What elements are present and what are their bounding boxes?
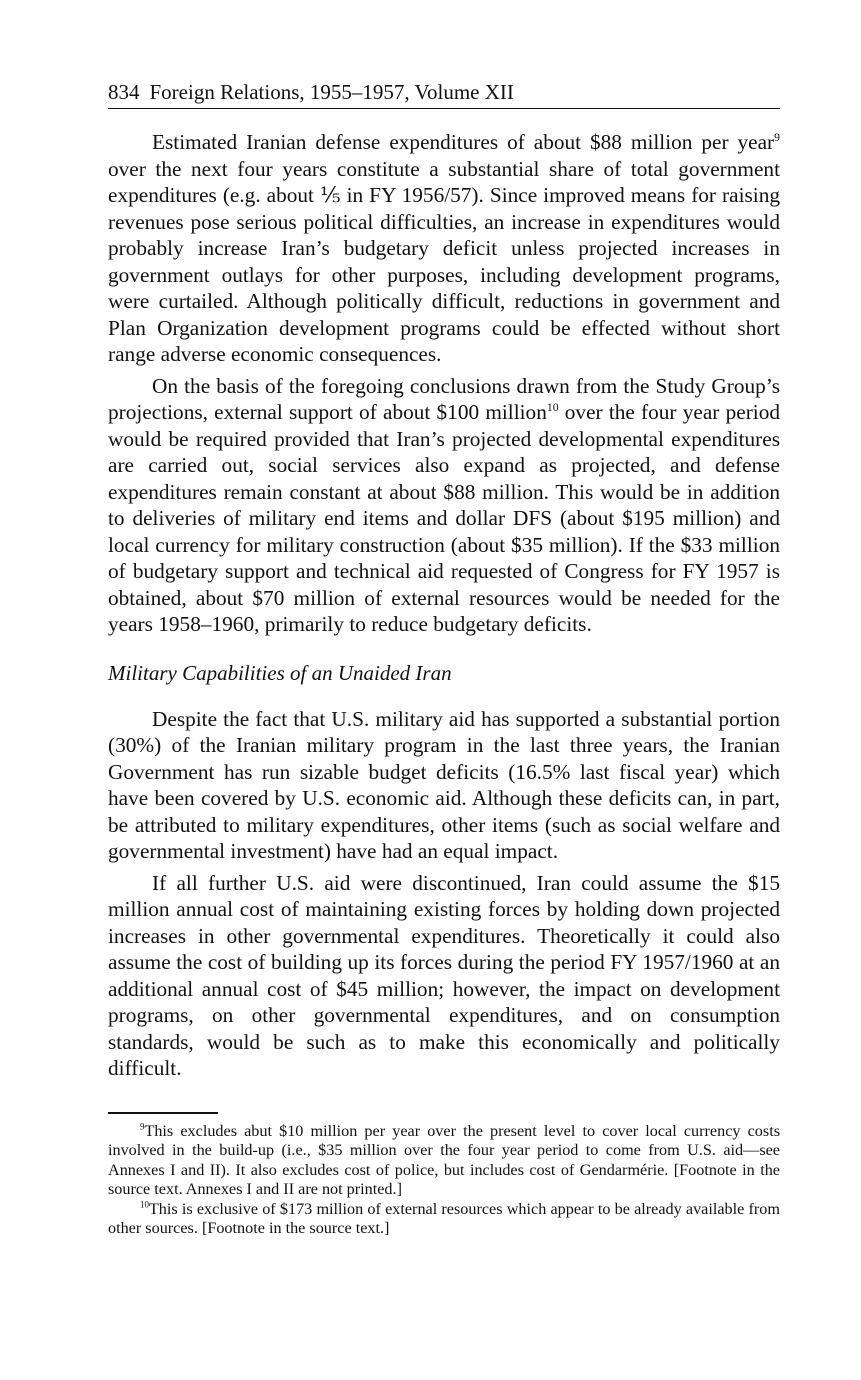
paragraph-2-text-a: On the basis of the foregoing conclusions drawn from the Study Group’s projections, external support of about $100 million: [108, 373, 780, 424]
footnotes: [108, 1122, 780, 1240]
volume-title: Foreign Relations, 1955–1957, Volume XII: [149, 80, 514, 104]
footnote-9-number: 9: [140, 1121, 145, 1132]
footnote-9: [108, 1122, 780, 1200]
paragraph-1-text-a: Estimated Iranian defense expenditures of about $88 million per year: [152, 130, 775, 154]
page-number: 834: [108, 80, 140, 104]
footnote-10: [108, 1200, 780, 1239]
body-text: [108, 129, 780, 1082]
paragraph-4: If all further U.S. aid were discontinued, Iran could assume the $15 million annual cost of maintaining existing forces by holding down projected increases in other governmental expenditures. Theoretically it could also assume the cost of building up its forces during the period FY 1957/1960 at an additional annual cost of $45 million; however, the impact on development programs, on other governmental expenditures, and on consumption standards, would be such as to make this economically and politically difficult.: [108, 870, 780, 1080]
footnote-9-text: This excludes abut $10 million per year over the present level to cover local currency costs involved in the build-up (i.e., $35 million over the four year period to come from U.S. aid—see Annexes I and II). It also excludes cost of police, but includes cost of Gendarmérie. [Footnote in the source text. Annexes I and II are not printed.]: [108, 1121, 780, 1199]
footnote-divider: [108, 1112, 218, 1114]
section-heading: Military Capabilities of an Unaided Iran: [108, 660, 452, 685]
paragraph-1: [108, 129, 780, 368]
footnote-10-text: This is exclusive of $173 million of external resources which appear to be already available from other sources. [Footnote in the source text.]: [108, 1199, 780, 1238]
paragraph-1-text-b: over the next four years constitute a substantial share of total government expenditures (e.g. about ⅕ in FY 1956/57). Since improved means for raising revenues pose serious political difficulties, an increase in expenditures would probably increase Iran’s budgetary deficit unless projected increases in government outlays for other purposes, including development programs, were curtailed. Although politically difficult, reductions in government and Plan Organization development programs could be effected without short range adverse economic consequences.: [108, 156, 780, 366]
paragraph-3: Despite the fact that U.S. military aid has supported a substantial portion (30%) of the Iranian military program in the last three years, the Iranian Government has run sizable budget deficits (16.5% last fiscal year) which have been covered by U.S. economic aid. Although these deficits can, in part, be attributed to military expenditures, other items (such as social welfare and governmental investment) have had an equal impact.: [108, 706, 780, 863]
running-header: [108, 78, 780, 109]
footnote-ref-9: 9: [774, 130, 780, 144]
document-page: [108, 78, 780, 1239]
footnote-10-number: 10: [140, 1199, 149, 1210]
paragraph-2: [108, 373, 780, 638]
footnote-ref-10: 10: [546, 400, 559, 414]
paragraph-2-text-b: over the four year period would be required provided that Iran’s projected developmental expenditures are carried out, social services also expand as projected, and defense expenditures remain constant at about $88 million. This would be in addition to deliveries of military end items and dollar DFS (about $195 million) and local currency for military construction (about $35 million). If the $33 million of budgetary support and technical aid requested of Congress for FY 1957 is obtained, about $70 million of external resources would be needed for the years 1958–1960, primarily to reduce budgetary deficits.: [108, 400, 780, 636]
